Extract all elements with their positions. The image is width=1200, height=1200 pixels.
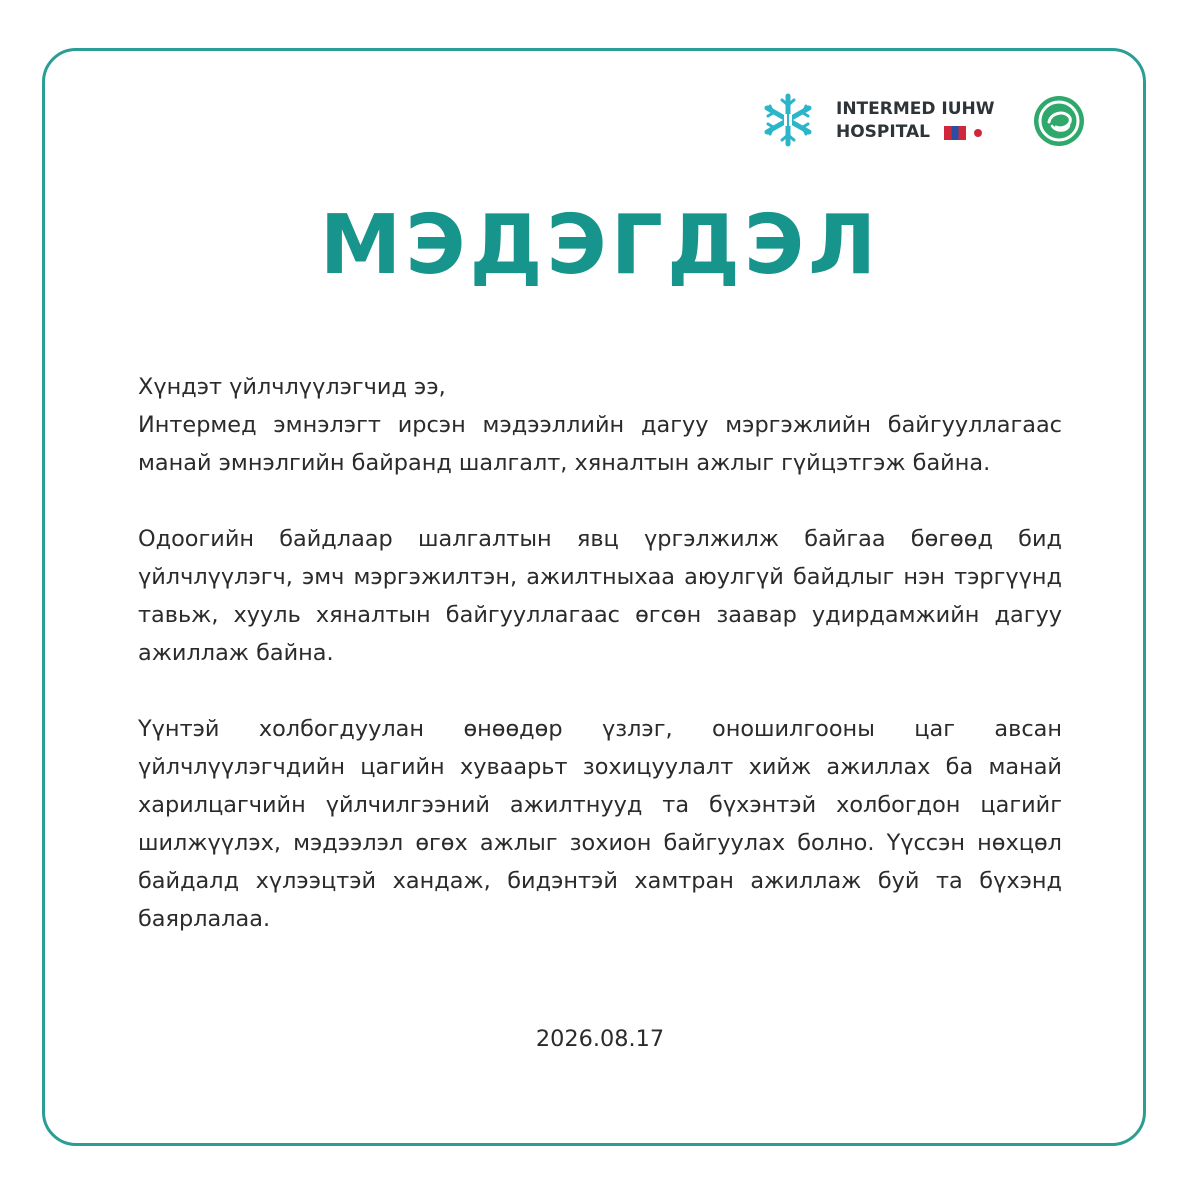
paragraph-2: Одоогийн байдлаар шалгалтын явц үргэлжилж байгаа бөгөөд бид үйлчлүүлэгч, эмч мэргэжилтэн, ажилтныхаа аюулгүй байдлыг нэн тэргүүнд тавьж, хууль хяналтын байгууллагаас өгсөн заавар удирдамжийн дагуу ажиллаж байна. bbox=[138, 526, 1062, 666]
hospital-brand bbox=[836, 98, 995, 144]
mongolia-flag-icon bbox=[944, 126, 966, 140]
greeting: Хүндэт үйлчлүүлэгчид ээ, bbox=[138, 374, 446, 400]
japan-flag-icon bbox=[974, 129, 982, 137]
notice-date: 2026.08.17 bbox=[535, 1026, 665, 1052]
brand-line2: HOSPITAL bbox=[836, 122, 930, 142]
paragraph-3: Үүнтэй холбогдуулан өнөөдөр үзлэг, оношилгооны цаг авсан үйлчлүүлэгчдийн цагийн хуваарьт зохицуулалт хийж ажиллах ба манай харилцагчийн үйлчилгээний ажилтнууд та бүхэнтэй холбогдон цагийг шилжүүлэх, мэдээлэл өгөх ажлыг зохион байгуулах болно. Үүссэн нөхцөл байдалд хүлээцтэй хандаж, бидэнтэй хамтран ажиллаж буй та бүхэнд баярлалаа. bbox=[138, 716, 1062, 932]
notice-body bbox=[138, 368, 1062, 938]
star-of-life-icon bbox=[760, 92, 816, 148]
brand-line1: INTERMED IUHW bbox=[836, 99, 995, 119]
paragraph-1: Интермед эмнэлэгт ирсэн мэдээллийн дагуу мэргэжлийн байгууллагаас манай эмнэлгийн байранд шалгалт, хяналтын ажлыг гүйцэтгэж байна. bbox=[138, 412, 1062, 476]
notice-title: МЭДЭГДЭЛ bbox=[319, 198, 881, 293]
header-logos bbox=[760, 92, 1090, 148]
circle-emblem-icon bbox=[1032, 94, 1086, 148]
